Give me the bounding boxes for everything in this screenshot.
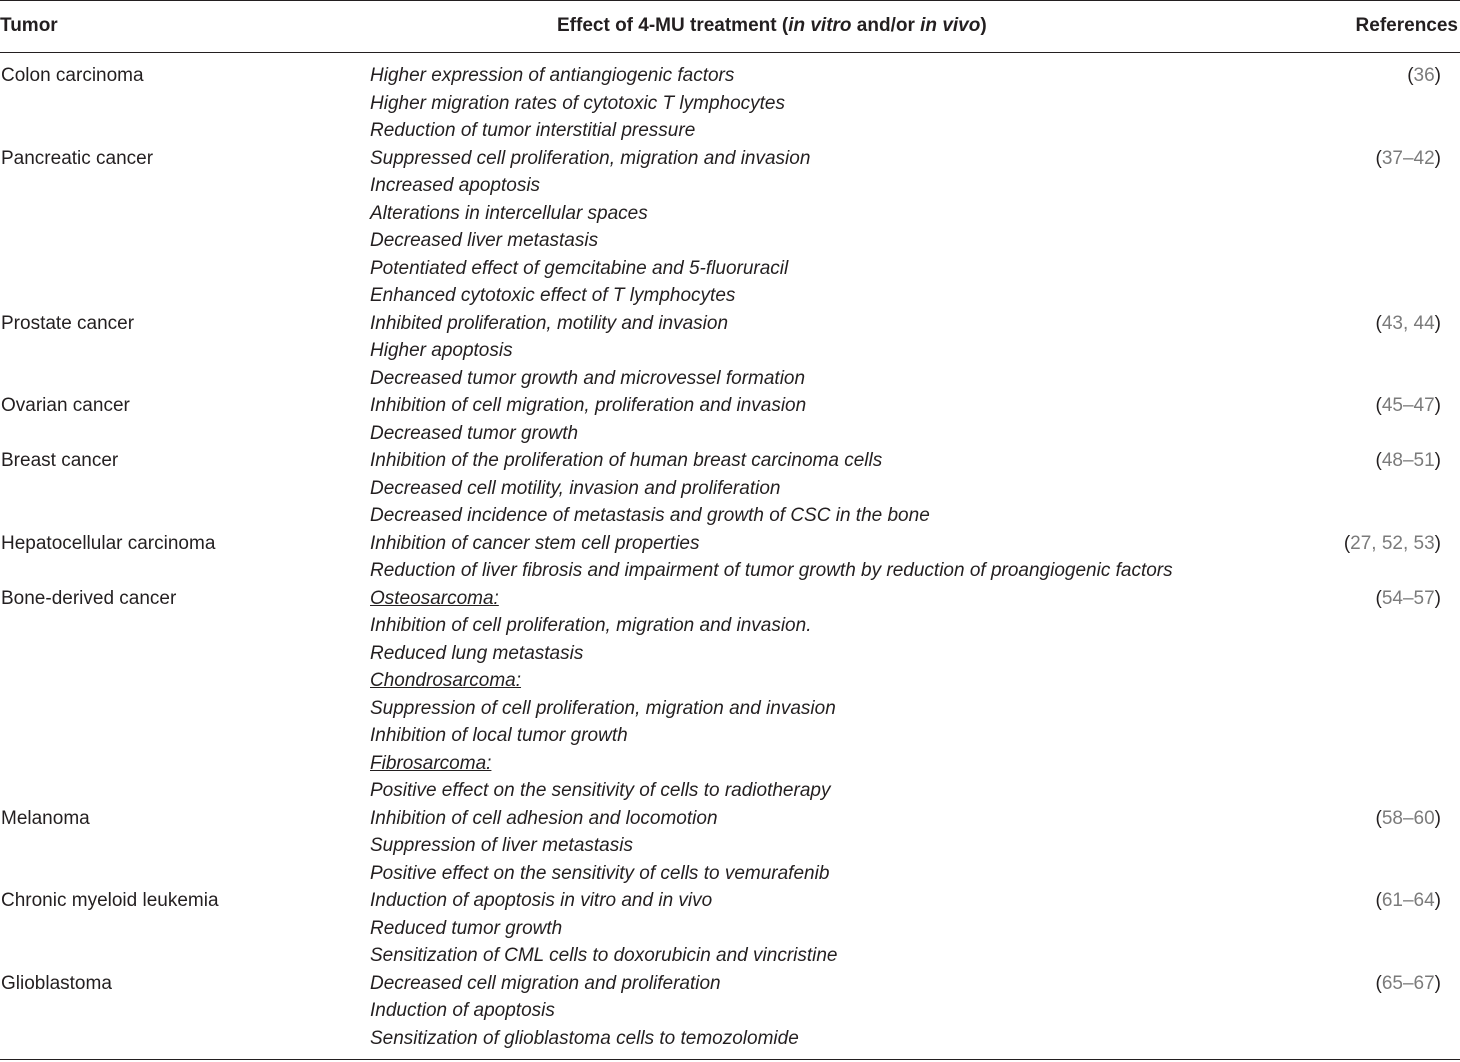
reference-link[interactable]: 61–64 [1381,890,1435,911]
effect-item: Inhibition of cell proliferation, migration and invasion. [370,615,812,636]
effect-item: Induction of apoptosis [370,1000,555,1021]
table-bottom-rule [0,1059,1460,1060]
open-paren: ( [1375,587,1382,609]
effect-item: Inhibition of the proliferation of human breast carcinoma cells [370,450,883,471]
effect-item: Decreased tumor growth [370,422,579,444]
effect-item: Positive effect on the sensitivity of cells to vemurafenib [370,862,830,884]
reference-cell [1376,310,1441,338]
close-paren: ) [1434,450,1441,471]
effect-subheading: Fibrosarcoma: [370,752,492,774]
reference-cell [1407,62,1441,90]
open-paren: ( [1375,147,1382,169]
reference-link[interactable]: 43, 44 [1381,312,1435,334]
effect-item: Reduction of liver fibrosis and impairment of tumor growth by reduction of proangiogenic factors [370,560,1173,581]
effect-item: Decreased tumor growth and microvessel formation [370,367,806,389]
tumor-name: Pancreatic cancer [1,147,154,169]
close-paren: ) [1434,587,1441,609]
effect-item: Sensitization of CML cells to doxorubicin and vincristine [370,945,838,966]
effect-list [370,887,838,970]
effect-item: Reduction of tumor interstitial pressure [370,120,696,141]
close-paren: ) [1434,395,1441,416]
effect-item: Positive effect on the sensitivity of cells to radiotherapy [370,780,831,801]
effect-list [370,585,836,805]
close-paren: ) [1434,312,1441,334]
effect-item: Decreased incidence of metastasis and growth of CSC in the bone [370,505,930,526]
effect-subheading: Chondrosarcoma: [370,670,522,691]
effect-item: Inhibition of cell adhesion and locomotion [370,807,718,829]
effect-header-suffix: ) [980,15,987,36]
effect-item: Sensitization of glioblastoma cells to temozolomide [370,1027,799,1049]
reference-link[interactable]: 36 [1413,65,1435,86]
effect-item: Higher expression of antiangiogenic factors [370,65,735,86]
effect-list [370,530,1173,585]
reference-link[interactable]: 65–67 [1381,972,1435,994]
effect-item: Inhibition of local tumor growth [370,725,628,746]
effect-item: Enhanced cytotoxic effect of T lymphocytes [370,285,736,306]
open-paren: ( [1375,972,1382,994]
tumor-name: Bone-derived cancer [1,587,177,609]
column-header-references: References [1355,15,1458,36]
effect-list [370,970,799,1053]
effect-item: Inhibited proliferation, motility and invasion [370,312,729,334]
reference-cell [1376,585,1442,613]
open-paren: ( [1343,532,1351,554]
column-header-effect [557,14,987,38]
effect-list [370,447,930,530]
reference-cell [1344,530,1441,558]
table-top-rule [0,0,1460,1]
reference-link[interactable]: 54–57 [1381,587,1435,609]
close-paren: ) [1434,147,1441,169]
column-header-tumor: Tumor [0,15,58,36]
effect-item: Alterations in intercellular spaces [370,202,648,224]
close-paren: ) [1434,972,1441,994]
effect-header-in-vitro: in vitro [788,15,852,36]
reference-cell [1376,392,1442,420]
close-paren: ) [1434,890,1441,911]
effect-item: Suppression of liver metastasis [370,835,633,856]
close-paren: ) [1434,807,1441,829]
effect-item: Decreased liver metastasis [370,230,599,251]
effect-item: Potentiated effect of gemcitabine and 5-fluoruracil [370,257,789,279]
effect-list [370,310,805,393]
reference-cell [1376,805,1442,833]
tumor-name: Breast cancer [1,450,119,471]
reference-link[interactable]: 58–60 [1381,807,1435,829]
effect-item: Suppressed cell proliferation, migration and invasion [370,147,811,169]
open-paren: ( [1375,312,1382,334]
effect-header-and: and/or [851,15,921,36]
effect-header-in-vivo: in vivo [920,15,981,36]
reference-link[interactable]: 27, 52, 53 [1350,532,1435,554]
effect-item: Inhibition of cancer stem cell properties [370,532,700,554]
tumor-name: Melanoma [1,807,90,829]
open-paren: ( [1407,65,1414,86]
reference-link[interactable]: 48–51 [1381,450,1435,471]
tumor-name: Prostate cancer [1,312,135,334]
effect-list [370,62,785,145]
effect-item: Increased apoptosis [370,175,541,196]
open-paren: ( [1375,450,1382,471]
header-rule [0,52,1460,53]
effect-item: Induction of apoptosis in vitro and in vivo [370,890,713,911]
effect-item: Inhibition of cell migration, proliferation and invasion [370,395,807,416]
reference-cell [1376,887,1442,915]
effect-item: Decreased cell migration and proliferation [370,972,721,994]
open-paren: ( [1375,395,1382,416]
tumor-name: Ovarian cancer [1,395,130,416]
reference-cell [1376,447,1442,475]
effect-item: Reduced tumor growth [370,917,563,939]
effect-item: Higher apoptosis [370,340,513,361]
tumor-name: Hepatocellular carcinoma [1,532,216,554]
effect-subheading: Osteosarcoma: [370,587,499,609]
tumor-name: Colon carcinoma [1,65,144,86]
effect-item: Suppression of cell proliferation, migration and invasion [370,697,836,719]
tumor-name: Chronic myeloid leukemia [1,890,219,911]
close-paren: ) [1434,65,1441,86]
effect-item: Higher migration rates of cytotoxic T lymphocytes [370,92,785,114]
effect-header-prefix: Effect of 4-MU treatment ( [557,15,789,36]
reference-link[interactable]: 37–42 [1381,147,1435,169]
close-paren: ) [1434,532,1441,554]
effect-item: Decreased cell motility, invasion and proliferation [370,477,781,499]
effect-list [370,805,829,888]
effect-list [370,392,806,447]
reference-cell [1376,145,1442,173]
open-paren: ( [1375,807,1382,829]
open-paren: ( [1375,890,1382,911]
tumor-name: Glioblastoma [1,972,112,994]
effect-item: Reduced lung metastasis [370,642,584,664]
effect-list [370,145,810,310]
reference-cell [1376,970,1442,998]
reference-link[interactable]: 45–47 [1381,395,1435,416]
